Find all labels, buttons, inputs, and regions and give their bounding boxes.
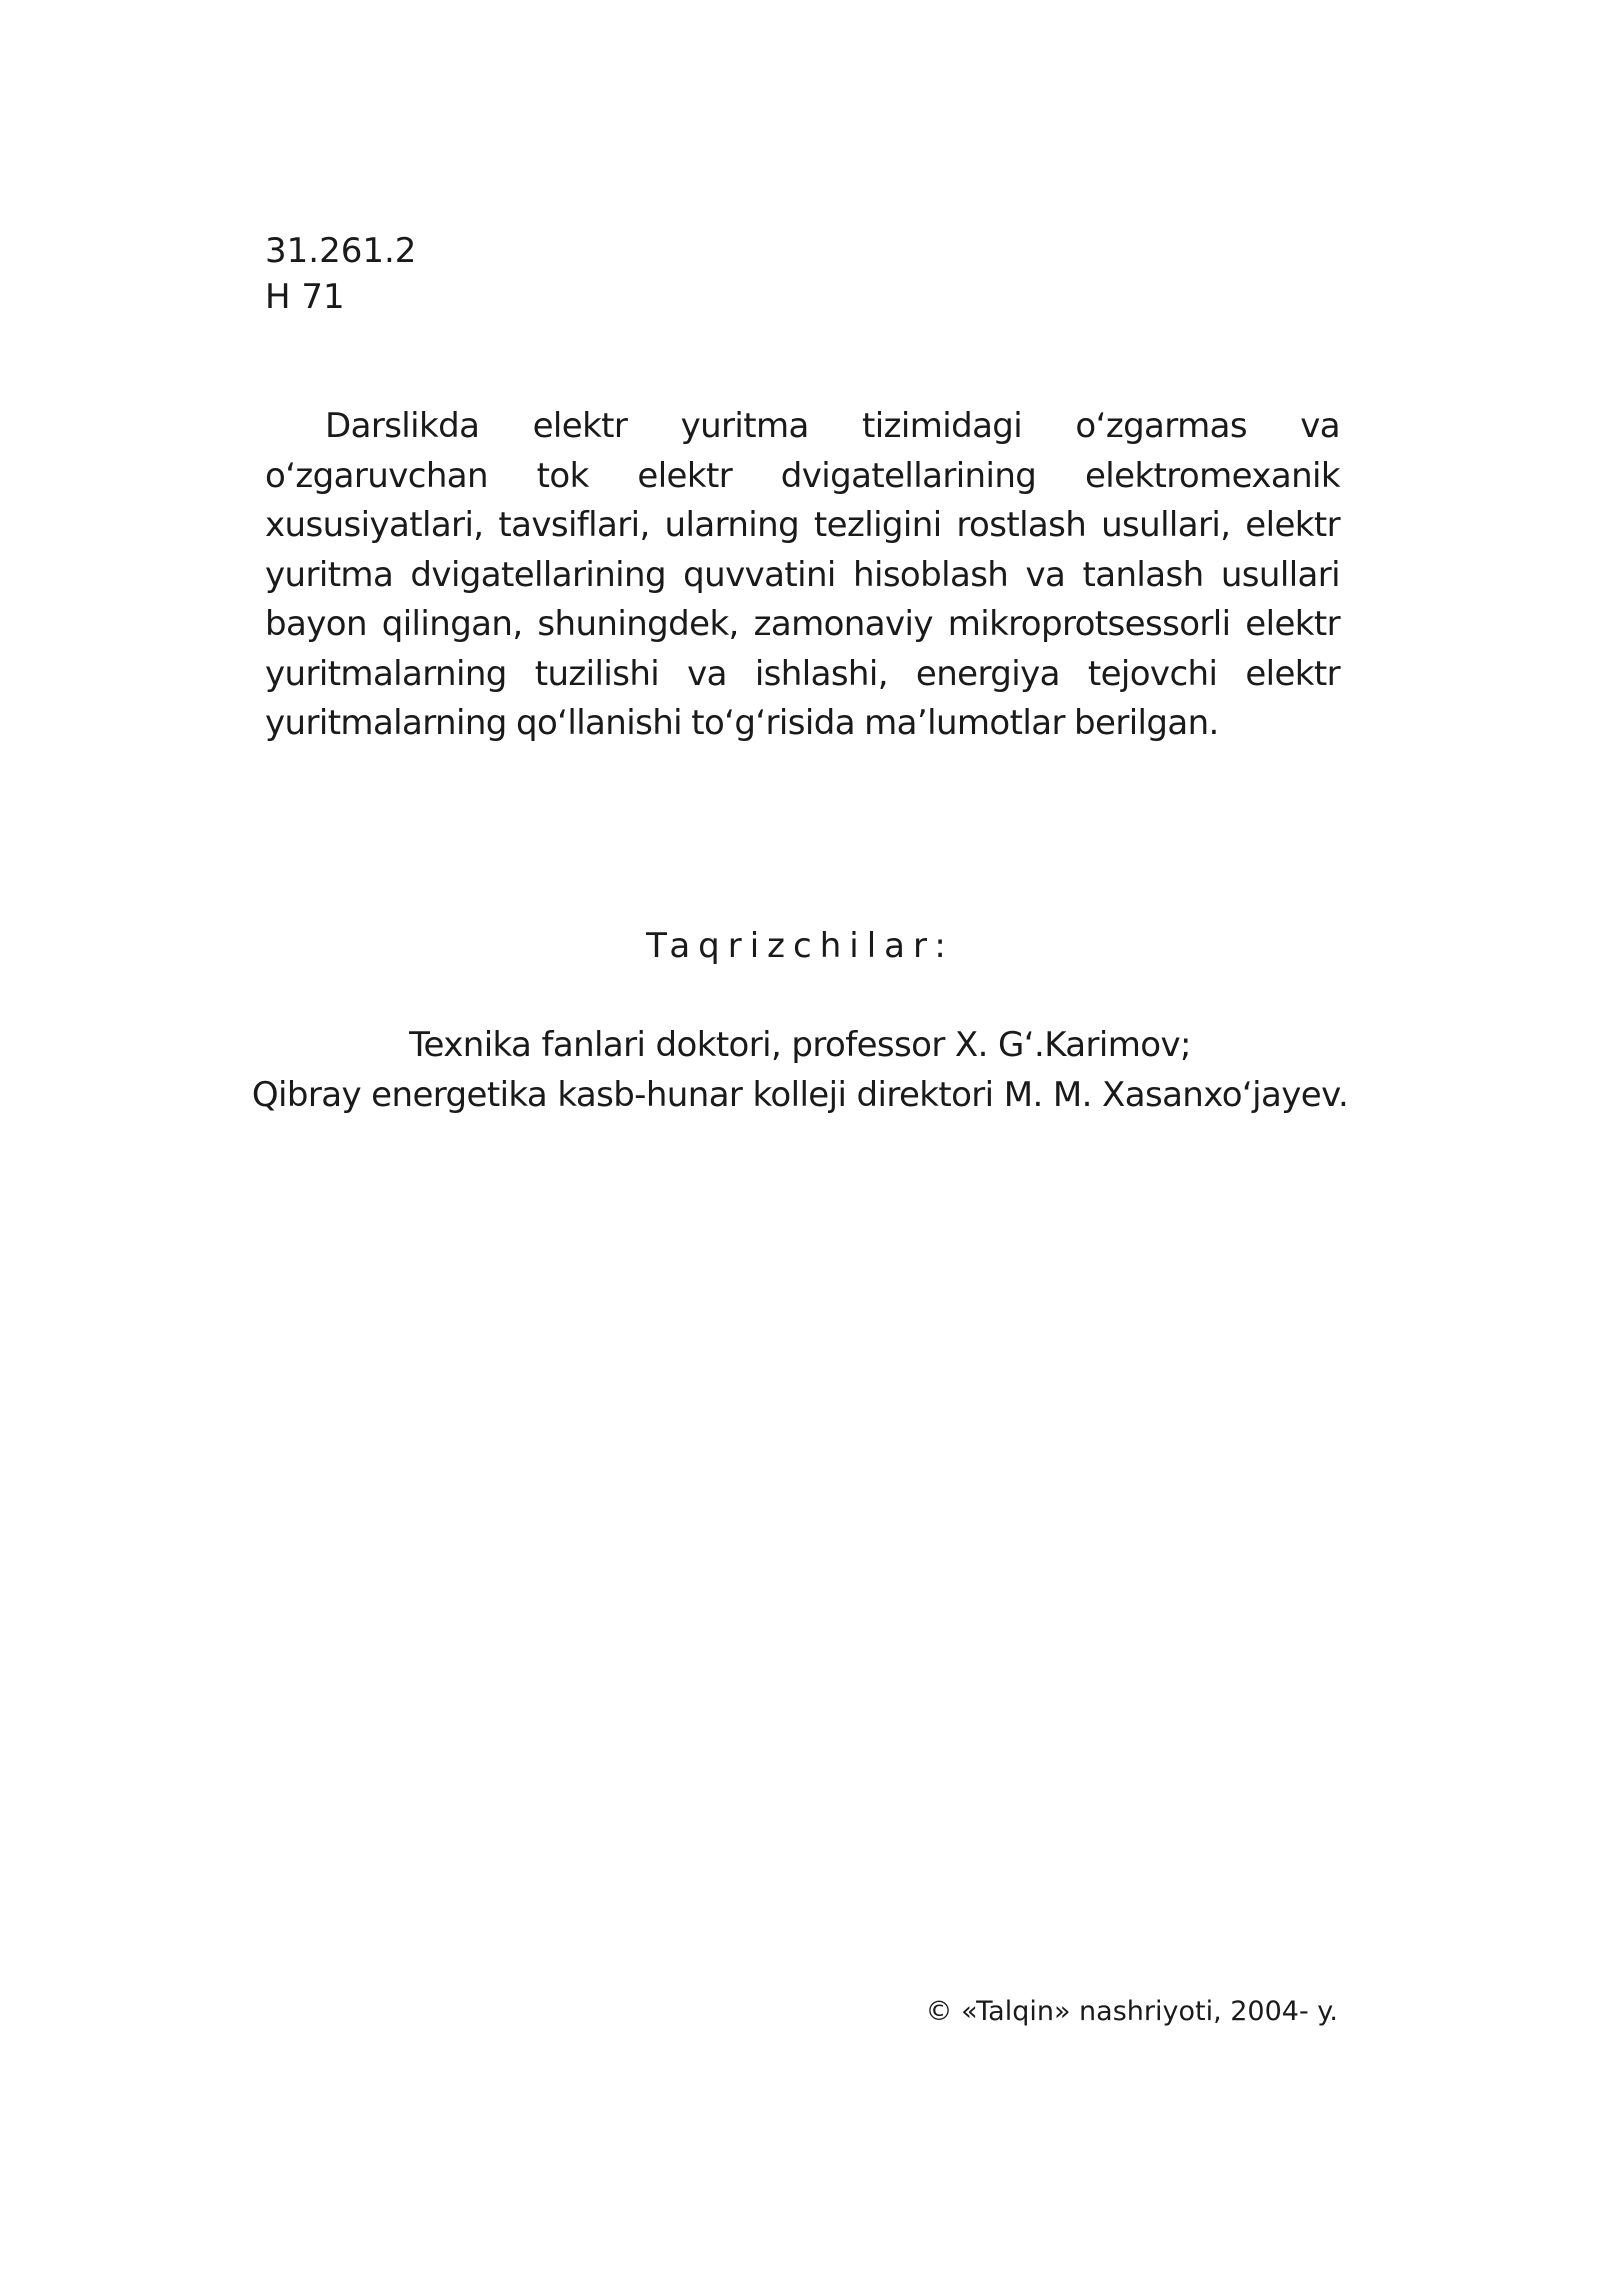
reviewer-line: Qibray energetika kasb-hunar kolleji direktori M. M. Xasanxo‘jayev.	[251, 1075, 1349, 1115]
bbk-code: 31.261.2	[265, 231, 417, 271]
classification-block	[265, 228, 416, 320]
reviewer-line: Texnika fanlari doktori, professor X. G‘.Karimov;	[409, 1025, 1191, 1065]
copyright-notice: © «Talqin» nashriyoti, 2004- y.	[925, 1996, 1338, 2027]
reviewers-list	[0, 1020, 1600, 1120]
reviewers-heading: Taqrizchilar:	[646, 926, 954, 966]
author-mark: H 71	[265, 277, 345, 317]
abstract-paragraph: Darslikda elektr yuritma tizimidagi o‘zgarmas va o‘zgaruvchan tok elektr dvigatellarining elektromexanik xususiyatlari, tavsiflari, ularning tezligini rostlash usullari, elektr yuritma dvigatellarining quvvatini hisoblash va tanlash usullari bayon qilingan, shuningdek, zamonaviy mikroprotsessorli elektr yuritmalarning tuzilishi va ishlashi, energiya tejovchi elektr yuritmalarning qo‘llanishi to‘g‘risida ma’lumotlar berilgan.	[265, 406, 1340, 743]
